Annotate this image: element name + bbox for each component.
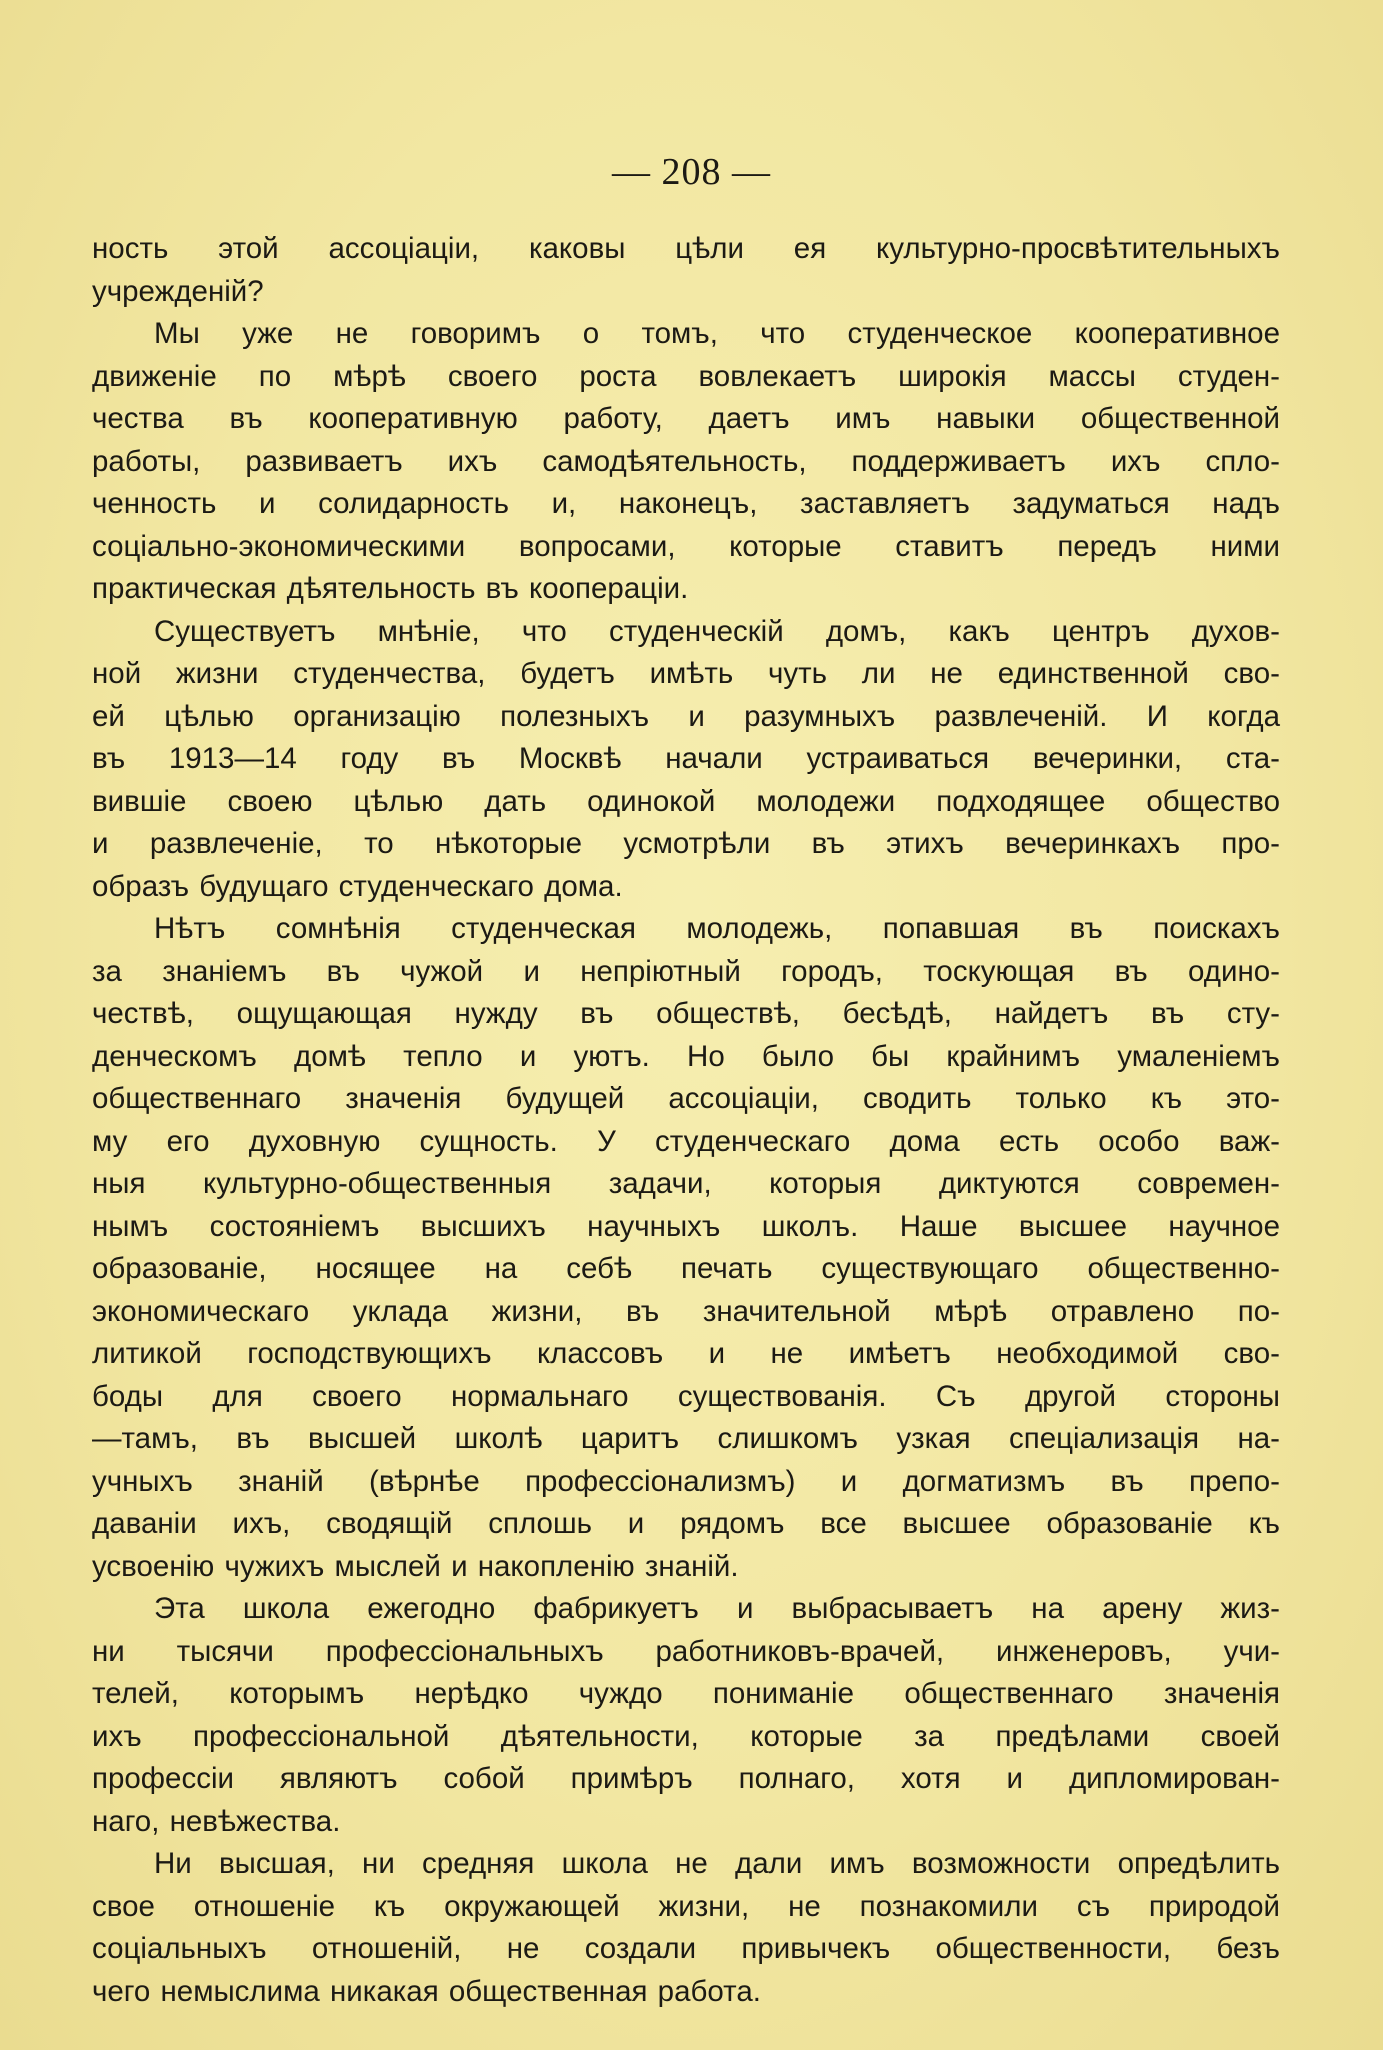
text-line: въ 1913—14 году въ Москвѣ начали устраиваться вечеринки, ста- bbox=[92, 742, 1280, 775]
text-line: ной жизни студенчества, будетъ имѣть чуть ли не единственной сво- bbox=[92, 657, 1280, 690]
text-line: ей цѣлью организацію полезныхъ и разумныхъ развлеченій. И когда bbox=[92, 699, 1280, 733]
text-line: учныхъ знаній (вѣрнѣе профессіонализмъ) и догматизмъ въ препо- bbox=[92, 1464, 1280, 1498]
text-line: чего немыслима никакая общественная работа. bbox=[92, 1974, 761, 2008]
text-line: образъ будущаго студенческаго дома. bbox=[92, 869, 623, 903]
text-line: ни тысячи профессіональныхъ работниковъ-врачей, инженеровъ, учи- bbox=[92, 1634, 1280, 1668]
text-line: работы, развиваетъ ихъ самодѣятельность, поддерживаетъ ихъ спло- bbox=[92, 444, 1280, 478]
text-line: и развлеченіе, то нѣкоторые усмотрѣли въ этихъ вечеринкахъ про- bbox=[92, 827, 1280, 860]
text-line: ихъ профессіональной дѣятельности, которые за предѣлами своей bbox=[92, 1719, 1280, 1753]
text-line: ность этой ассоціаціи, каковы цѣли ея культурно-просвѣтительныхъ bbox=[92, 232, 1280, 265]
paragraph-5 bbox=[92, 1588, 1280, 1843]
text-line: Эта школа ежегодно фабрикуетъ и выбрасываетъ на арену жиз- bbox=[154, 1592, 1280, 1625]
paragraph-1 bbox=[92, 228, 1280, 313]
text-line: Ни высшая, ни средняя школа не дали имъ возможности опредѣлить bbox=[154, 1847, 1280, 1880]
text-line: вившіе своею цѣлью дать одинокой молодежи подходящее общество bbox=[92, 784, 1280, 818]
text-line: практическая дѣятельность въ коопераціи. bbox=[92, 572, 689, 605]
text-line: ныя культурно-общественныя задачи, которыя диктуются современ- bbox=[92, 1167, 1280, 1200]
text-line: ченность и солидарность и, наконецъ, заставляетъ задуматься надъ bbox=[92, 487, 1280, 520]
text-line: учрежденій? bbox=[92, 274, 264, 308]
text-line: денческомъ домѣ тепло и уютъ. Но было бы крайнимъ умаленіемъ bbox=[92, 1039, 1280, 1073]
body-text bbox=[92, 228, 1280, 2013]
text-line: наго, невѣжества. bbox=[92, 1804, 341, 1838]
text-line: телей, которымъ нерѣдко чуждо пониманіе общественнаго значенія bbox=[92, 1677, 1280, 1710]
text-line: даваніи ихъ, сводящій сплошь и рядомъ все высшее образованіе къ bbox=[92, 1507, 1280, 1540]
text-line: свое отношеніе къ окружающей жизни, не познакомили съ природой bbox=[92, 1889, 1280, 1923]
text-line: литикой господствующихъ классовъ и не имѣетъ необходимой сво- bbox=[92, 1337, 1280, 1370]
text-line: нымъ состояніемъ высшихъ научныхъ школъ. Наше высшее научное bbox=[92, 1209, 1280, 1243]
text-line: усвоенію чужихъ мыслей и накопленію знаній. bbox=[92, 1549, 739, 1583]
text-line: образованіе, носящее на себѣ печать существующаго общественно- bbox=[92, 1252, 1280, 1285]
text-line: Существуетъ мнѣніе, что студенческій домъ, какъ центръ духов- bbox=[154, 614, 1280, 648]
paragraph-3 bbox=[92, 611, 1280, 909]
text-line: —тамъ, въ высшей школѣ царитъ слишкомъ узкая спеціализація на- bbox=[92, 1422, 1280, 1455]
text-line: общественнаго значенія будущей ассоціаціи, сводить только къ это- bbox=[92, 1082, 1280, 1115]
text-line: Нѣтъ сомнѣнія студенческая молодежь, попавшая въ поискахъ bbox=[154, 912, 1280, 945]
text-line: чества въ кооперативную работу, даетъ имъ навыки общественной bbox=[92, 402, 1280, 435]
text-line: Мы уже не говоримъ о томъ, что студенческое кооперативное bbox=[154, 317, 1280, 350]
text-line: экономическаго уклада жизни, въ значительной мѣрѣ отравлено по- bbox=[92, 1294, 1280, 1328]
text-line: соціально-экономическими вопросами, которые ставитъ передъ ними bbox=[92, 529, 1280, 563]
page-number: — 208 — bbox=[612, 151, 771, 193]
text-line: чествѣ, ощущающая нужду въ обществѣ, бесѣдѣ, найдетъ въ сту- bbox=[92, 997, 1280, 1030]
text-line: соціальныхъ отношеній, не создали привычекъ общественности, безъ bbox=[92, 1932, 1280, 1965]
paragraph-4 bbox=[92, 908, 1280, 1588]
text-line: движеніе по мѣрѣ своего роста вовлекаетъ широкія массы студен- bbox=[92, 359, 1280, 393]
text-line: боды для своего нормальнаго существованія. Съ другой стороны bbox=[92, 1379, 1280, 1413]
text-line: му его духовную сущность. У студенческаго дома есть особо важ- bbox=[92, 1124, 1280, 1158]
paragraph-2 bbox=[92, 313, 1280, 611]
paragraph-6 bbox=[92, 1843, 1280, 2013]
text-line: за знаніемъ въ чужой и непріютный городъ, тоскующая въ одино- bbox=[92, 954, 1280, 988]
text-line: профессіи являютъ собой примѣръ полнаго, хотя и дипломирован- bbox=[92, 1762, 1280, 1795]
